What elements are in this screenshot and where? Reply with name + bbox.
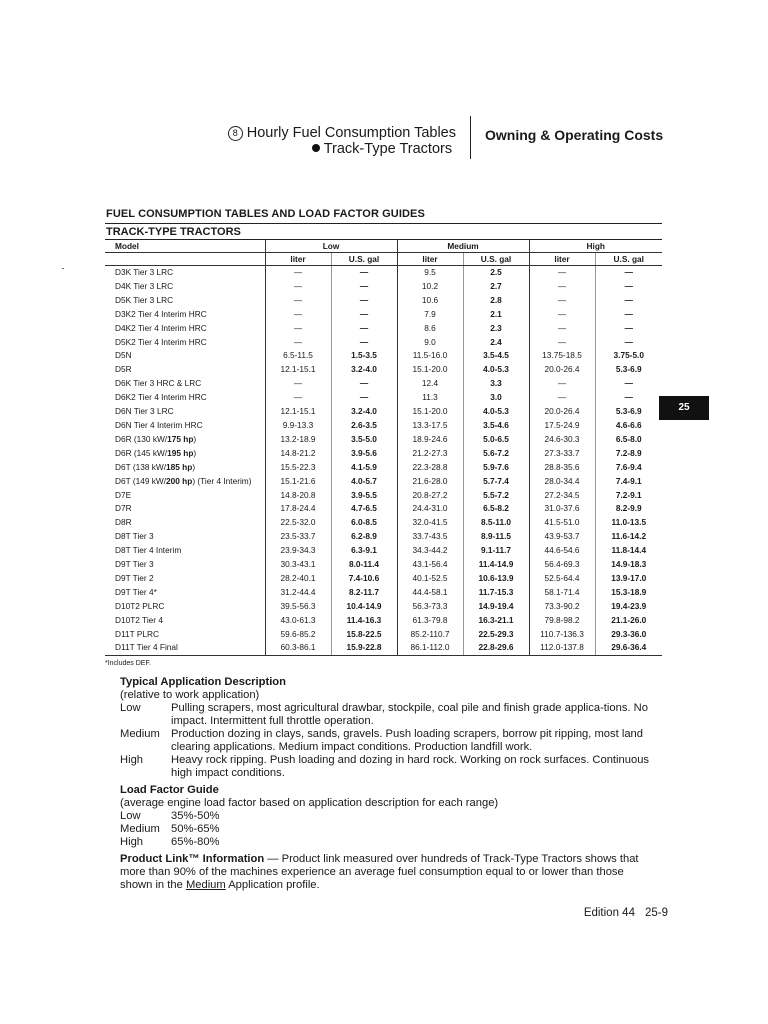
gallon-cell: 3.5-4.6 bbox=[463, 419, 529, 433]
liter-cell: 112.0-137.8 bbox=[529, 641, 595, 655]
liter-cell: 10.2 bbox=[397, 280, 463, 294]
table-row bbox=[105, 586, 662, 600]
gallon-cell: 9.1-11.7 bbox=[463, 544, 529, 558]
table-body bbox=[105, 266, 662, 656]
gallon-cell: 5.5-7.2 bbox=[463, 489, 529, 503]
model-cell bbox=[105, 447, 265, 461]
gallon-cell: — bbox=[595, 294, 662, 308]
liter-cell: 52.5-64.4 bbox=[529, 572, 595, 586]
liter-cell: 20.0-26.4 bbox=[529, 405, 595, 419]
table-row bbox=[105, 266, 662, 280]
model-name-suffix: ) (Tier 4 Interim) bbox=[192, 475, 252, 486]
liter-cell: 20.0-26.4 bbox=[529, 363, 595, 377]
table-footnote: *Includes DEF. bbox=[105, 660, 151, 667]
gallon-cell: 5.0-6.5 bbox=[463, 433, 529, 447]
liter-cell: 12.4 bbox=[397, 377, 463, 391]
gallon-cell: 4.0-5.7 bbox=[331, 475, 397, 489]
chapter-tab: 25 bbox=[659, 396, 709, 420]
gallon-cell: 15.8-22.5 bbox=[331, 628, 397, 642]
liter-cell: 43.9-53.7 bbox=[529, 530, 595, 544]
gallon-cell: 4.0-5.3 bbox=[463, 363, 529, 377]
model-cell: D7R bbox=[115, 503, 132, 514]
gallon-cell: — bbox=[331, 336, 397, 350]
page-header-title bbox=[228, 125, 456, 157]
liter-cell: 32.0-41.5 bbox=[397, 516, 463, 530]
model-name-part: D6R (145 kW/ bbox=[115, 447, 168, 458]
model-cell: D10T2 PLRC bbox=[115, 600, 165, 611]
gallon-cell: 1.5-3.5 bbox=[331, 349, 397, 363]
liter-cell: 12.1-15.1 bbox=[265, 405, 331, 419]
product-link-text-end: Application profile. bbox=[225, 879, 320, 891]
liter-cell: 17.5-24.9 bbox=[529, 419, 595, 433]
section-rule bbox=[105, 223, 662, 224]
liter-cell: 17.8-24.4 bbox=[265, 502, 331, 516]
gallon-cell: 3.9-5.5 bbox=[331, 489, 397, 503]
liter-cell: 40.1-52.5 bbox=[397, 572, 463, 586]
header-divider bbox=[470, 116, 471, 159]
gallon-cell: 5.3-6.9 bbox=[595, 405, 662, 419]
application-text: Heavy rock ripping. Push loading and dozing in hard rock. Working on rock surfaces. Continuous high impact conditions. bbox=[171, 754, 650, 779]
liter-cell: 27.3-33.7 bbox=[529, 447, 595, 461]
gallon-cell: — bbox=[595, 336, 662, 350]
gallon-cell: 2.7 bbox=[463, 280, 529, 294]
liter-cell: 22.3-28.8 bbox=[397, 461, 463, 475]
liter-cell: 110.7-136.3 bbox=[529, 628, 595, 642]
model-cell: D3K Tier 3 LRC bbox=[115, 267, 174, 277]
model-cell: D11T PLRC bbox=[115, 628, 159, 639]
model-cell bbox=[105, 461, 265, 475]
bullet-icon bbox=[312, 144, 320, 152]
gallon-cell: 2.5 bbox=[463, 266, 529, 280]
gallon-cell: — bbox=[331, 280, 397, 294]
gallon-cell: 4.7-6.5 bbox=[331, 502, 397, 516]
table-row bbox=[105, 405, 662, 419]
table-row bbox=[105, 363, 662, 377]
model-cell: D9T Tier 2 bbox=[115, 572, 154, 583]
model-power-rating: 175 hp bbox=[167, 433, 194, 444]
gallon-cell: — bbox=[331, 391, 397, 405]
application-text: Production dozing in clays, sands, gravels. Push loading scrapers, borrow pit ripping, most land clearing applications. Medium impact conditions. Production landfill work. bbox=[171, 728, 643, 753]
table-row bbox=[105, 447, 662, 461]
page-number: 25-9 bbox=[644, 907, 668, 919]
gallon-cell: — bbox=[331, 322, 397, 336]
liter-cell: — bbox=[529, 266, 595, 280]
gallon-cell: 11.0-13.5 bbox=[595, 516, 662, 530]
gallon-cell: 8.5-11.0 bbox=[463, 516, 529, 530]
load-factor-item bbox=[120, 836, 650, 849]
liter-cell: 39.5-56.3 bbox=[265, 600, 331, 614]
gallon-cell: 21.1-26.0 bbox=[595, 614, 662, 628]
liter-cell: 22.5-32.0 bbox=[265, 516, 331, 530]
gallon-cell: 11.7-15.3 bbox=[463, 586, 529, 600]
table-row bbox=[105, 349, 662, 363]
load-factor-label: High bbox=[120, 836, 144, 848]
liter-cell: 21.6-28.0 bbox=[397, 475, 463, 489]
liter-cell: 61.3-79.8 bbox=[397, 614, 463, 628]
header-line-2 bbox=[228, 141, 456, 157]
load-factor-label: Low bbox=[120, 810, 141, 822]
fuel-consumption-table bbox=[105, 240, 662, 656]
liter-cell: 79.8-98.2 bbox=[529, 614, 595, 628]
gallon-cell: 8.2-9.9 bbox=[595, 502, 662, 516]
liter-cell: 13.2-18.9 bbox=[265, 433, 331, 447]
gallon-cell: 22.8-29.6 bbox=[463, 641, 529, 655]
model-power-rating: 195 hp bbox=[167, 447, 194, 458]
liter-cell: — bbox=[529, 294, 595, 308]
liter-cell: 14.8-21.2 bbox=[265, 447, 331, 461]
liter-cell: — bbox=[265, 336, 331, 350]
gallon-cell: 6.0-8.5 bbox=[331, 516, 397, 530]
chapter-title: Owning & Operating Costs bbox=[485, 127, 664, 143]
gallon-cell: 6.2-8.9 bbox=[331, 530, 397, 544]
model-cell: D6N Tier 3 LRC bbox=[115, 406, 174, 417]
load-factor-value: 50%-65% bbox=[171, 823, 220, 835]
table-row bbox=[105, 336, 662, 350]
gallon-cell: 14.9-18.3 bbox=[595, 558, 662, 572]
gallon-cell: — bbox=[595, 377, 662, 391]
liter-cell: 73.3-90.2 bbox=[529, 600, 595, 614]
liter-cell: — bbox=[265, 266, 331, 280]
liter-cell: 30.3-43.1 bbox=[265, 558, 331, 572]
liter-cell: 28.2-40.1 bbox=[265, 572, 331, 586]
gallon-cell: 3.2-4.0 bbox=[331, 363, 397, 377]
product-link-paragraph bbox=[120, 853, 650, 892]
header-title-line1: Hourly Fuel Consumption Tables bbox=[246, 125, 456, 141]
unit-header: liter bbox=[265, 253, 331, 266]
gallon-cell: 15.3-18.9 bbox=[595, 586, 662, 600]
liter-cell: 13.75-18.5 bbox=[529, 349, 595, 363]
model-cell bbox=[105, 433, 265, 447]
gallon-cell: 8.2-11.7 bbox=[331, 586, 397, 600]
margin-mark bbox=[62, 268, 64, 269]
liter-cell: 86.1-112.0 bbox=[397, 641, 463, 655]
gallon-cell: 11.8-14.4 bbox=[595, 544, 662, 558]
unit-header: U.S. gal bbox=[463, 253, 529, 266]
load-factor-title: Load Factor Guide bbox=[120, 784, 219, 796]
model-cell: D6N Tier 4 Interim HRC bbox=[115, 419, 203, 430]
model-name-suffix: ) bbox=[192, 461, 196, 472]
model-cell: D9T Tier 4* bbox=[115, 586, 157, 597]
application-text: Pulling scrapers, most agricultural drawbar, stockpile, coal pile and finish grade applica-tions. No impact. Intermittent full throttle operation. bbox=[171, 702, 648, 727]
table-row bbox=[105, 294, 662, 308]
liter-cell: 27.2-34.5 bbox=[529, 489, 595, 503]
liter-cell: — bbox=[265, 294, 331, 308]
liter-cell: 9.0 bbox=[397, 336, 463, 350]
liter-cell: — bbox=[529, 322, 595, 336]
gallon-cell: — bbox=[331, 294, 397, 308]
application-label: Medium bbox=[120, 728, 160, 740]
liter-cell: 15.1-21.6 bbox=[265, 475, 331, 489]
load-factor-value: 65%-80% bbox=[171, 836, 220, 848]
gallon-cell: 4.0-5.3 bbox=[463, 405, 529, 419]
gallon-cell: 7.4-10.6 bbox=[331, 572, 397, 586]
gallon-cell: — bbox=[595, 266, 662, 280]
liter-cell: — bbox=[265, 391, 331, 405]
model-cell: D8R bbox=[115, 517, 132, 528]
model-power-rating: 185 hp bbox=[166, 461, 193, 472]
table-row bbox=[105, 322, 662, 336]
model-cell: D6K Tier 3 HRC & LRC bbox=[115, 378, 202, 389]
section-number-badge: 8 bbox=[228, 126, 243, 141]
gallon-cell: 3.3 bbox=[463, 377, 529, 391]
table-row bbox=[105, 544, 662, 558]
liter-cell: 6.5-11.5 bbox=[265, 349, 331, 363]
application-item bbox=[120, 728, 650, 754]
unit-header: liter bbox=[397, 253, 463, 266]
application-title: Typical Application Description bbox=[120, 676, 286, 688]
gallon-cell: 11.4-16.3 bbox=[331, 614, 397, 628]
liter-cell: — bbox=[529, 336, 595, 350]
liter-cell: 9.9-13.3 bbox=[265, 419, 331, 433]
table-row bbox=[105, 614, 662, 628]
table-group-header-row bbox=[105, 240, 662, 253]
liter-cell: — bbox=[529, 308, 595, 322]
liter-cell: 18.9-24.6 bbox=[397, 433, 463, 447]
gallon-cell: 2.3 bbox=[463, 322, 529, 336]
gallon-cell: 5.6-7.2 bbox=[463, 447, 529, 461]
gallon-cell: 5.3-6.9 bbox=[595, 363, 662, 377]
liter-cell: 14.8-20.8 bbox=[265, 489, 331, 503]
model-cell: D8T Tier 4 Interim bbox=[115, 545, 182, 556]
liter-cell: 59.6-85.2 bbox=[265, 628, 331, 642]
gallon-cell: 7.2-8.9 bbox=[595, 447, 662, 461]
liter-cell: 41.5-51.0 bbox=[529, 516, 595, 530]
table-row bbox=[105, 433, 662, 447]
liter-cell: 23.5-33.7 bbox=[265, 530, 331, 544]
model-column-header: Model bbox=[105, 240, 265, 253]
liter-cell: — bbox=[265, 280, 331, 294]
model-cell: D5N bbox=[115, 350, 132, 361]
gallon-cell: 19.4-23.9 bbox=[595, 600, 662, 614]
gallon-cell: 3.5-5.0 bbox=[331, 433, 397, 447]
liter-cell: 28.8-35.6 bbox=[529, 461, 595, 475]
gallon-cell: 11.6-14.2 bbox=[595, 530, 662, 544]
gallon-cell: 2.1 bbox=[463, 308, 529, 322]
liter-cell: 20.8-27.2 bbox=[397, 489, 463, 503]
liter-cell: 15.1-20.0 bbox=[397, 405, 463, 419]
liter-cell: 24.4-31.0 bbox=[397, 502, 463, 516]
gallon-cell: 16.3-21.1 bbox=[463, 614, 529, 628]
liter-cell: — bbox=[265, 377, 331, 391]
liter-cell: 23.9-34.3 bbox=[265, 544, 331, 558]
liter-cell: 33.7-43.5 bbox=[397, 530, 463, 544]
table-row bbox=[105, 558, 662, 572]
liter-cell: 58.1-71.4 bbox=[529, 586, 595, 600]
liter-cell: 31.2-44.4 bbox=[265, 586, 331, 600]
liter-cell: 11.3 bbox=[397, 391, 463, 405]
liter-cell: — bbox=[265, 322, 331, 336]
liter-cell: — bbox=[529, 391, 595, 405]
liter-cell: 24.6-30.3 bbox=[529, 433, 595, 447]
gallon-cell: 2.6-3.5 bbox=[331, 419, 397, 433]
table-row bbox=[105, 600, 662, 614]
gallon-cell: 8.0-11.4 bbox=[331, 558, 397, 572]
unit-header: liter bbox=[529, 253, 595, 266]
gallon-cell: 5.9-7.6 bbox=[463, 461, 529, 475]
liter-cell: 9.5 bbox=[397, 266, 463, 280]
model-cell: D11T Tier 4 Final bbox=[105, 641, 265, 655]
table-row bbox=[105, 461, 662, 475]
gallon-cell: 7.4-9.1 bbox=[595, 475, 662, 489]
load-factor-item bbox=[120, 810, 650, 823]
gallon-cell: 3.5-4.5 bbox=[463, 349, 529, 363]
group-header-low: Low bbox=[265, 240, 397, 253]
group-header-medium: Medium bbox=[397, 240, 529, 253]
table-row bbox=[105, 280, 662, 294]
gallon-cell: 7.2-9.1 bbox=[595, 489, 662, 503]
product-link-title: Product Link™ Information bbox=[120, 853, 265, 865]
table-row bbox=[105, 391, 662, 405]
liter-cell: 12.1-15.1 bbox=[265, 363, 331, 377]
unit-header-spacer bbox=[105, 253, 265, 266]
liter-cell: 13.3-17.5 bbox=[397, 419, 463, 433]
liter-cell: 85.2-110.7 bbox=[397, 628, 463, 642]
model-cell bbox=[105, 475, 265, 489]
gallon-cell: 6.5-8.0 bbox=[595, 433, 662, 447]
gallon-cell: — bbox=[331, 266, 397, 280]
gallon-cell: 14.9-19.4 bbox=[463, 600, 529, 614]
gallon-cell: 6.3-9.1 bbox=[331, 544, 397, 558]
table-row bbox=[105, 489, 662, 503]
model-name-suffix: ) bbox=[193, 447, 197, 458]
model-cell: D4K2 Tier 4 Interim HRC bbox=[115, 322, 207, 333]
gallon-cell: 10.6-13.9 bbox=[463, 572, 529, 586]
subsection-title: TRACK-TYPE TRACTORS bbox=[106, 226, 241, 238]
model-cell: D7E bbox=[115, 489, 132, 500]
table-row bbox=[105, 377, 662, 391]
liter-cell: 15.5-22.3 bbox=[265, 461, 331, 475]
page-footer bbox=[584, 907, 668, 919]
gallon-cell: 29.6-36.4 bbox=[595, 641, 662, 655]
table-row bbox=[105, 641, 662, 655]
gallon-cell: 3.9-5.6 bbox=[331, 447, 397, 461]
gallon-cell: 29.3-36.0 bbox=[595, 628, 662, 642]
liter-cell: — bbox=[265, 308, 331, 322]
gallon-cell: 4.6-6.6 bbox=[595, 419, 662, 433]
table-row bbox=[105, 502, 662, 516]
gallon-cell: — bbox=[595, 308, 662, 322]
group-header-high: High bbox=[529, 240, 662, 253]
model-cell: D10T2 Tier 4 bbox=[115, 614, 163, 625]
model-cell: D5K Tier 3 LRC bbox=[115, 294, 174, 305]
application-item bbox=[120, 754, 650, 780]
gallon-cell: 15.9-22.8 bbox=[331, 641, 397, 655]
unit-header: U.S. gal bbox=[595, 253, 662, 266]
load-factor-item bbox=[120, 823, 650, 836]
model-cell: D4K Tier 3 LRC bbox=[115, 280, 174, 291]
model-name-suffix: ) bbox=[193, 433, 197, 444]
liter-cell: 21.2-27.3 bbox=[397, 447, 463, 461]
table-row bbox=[105, 572, 662, 586]
liter-cell: 34.3-44.2 bbox=[397, 544, 463, 558]
gallon-cell: 3.2-4.0 bbox=[331, 405, 397, 419]
application-item bbox=[120, 702, 650, 728]
gallon-cell: — bbox=[595, 322, 662, 336]
liter-cell: 43.0-61.3 bbox=[265, 614, 331, 628]
gallon-cell: 11.4-14.9 bbox=[463, 558, 529, 572]
unit-header: U.S. gal bbox=[331, 253, 397, 266]
table-row bbox=[105, 419, 662, 433]
table-row bbox=[105, 475, 662, 489]
liter-cell: 8.6 bbox=[397, 322, 463, 336]
model-name-part: D6T (138 kW/ bbox=[115, 461, 167, 472]
gallon-cell: 3.75-5.0 bbox=[595, 349, 662, 363]
table-row bbox=[105, 308, 662, 322]
gallon-cell: 6.5-8.2 bbox=[463, 502, 529, 516]
model-cell: D9T Tier 3 bbox=[115, 559, 154, 570]
product-link-underlined: Medium bbox=[185, 879, 226, 891]
gallon-cell: — bbox=[331, 308, 397, 322]
table-row bbox=[105, 516, 662, 530]
gallon-cell: — bbox=[595, 391, 662, 405]
model-cell: D8T Tier 3 bbox=[115, 531, 154, 542]
liter-cell: 7.9 bbox=[397, 308, 463, 322]
liter-cell: 44.4-58.1 bbox=[397, 586, 463, 600]
load-factor-value: 35%-50% bbox=[171, 810, 220, 822]
application-subtitle: (relative to work application) bbox=[120, 689, 260, 701]
gallon-cell: 2.8 bbox=[463, 294, 529, 308]
gallon-cell: 3.0 bbox=[463, 391, 529, 405]
table-row bbox=[105, 628, 662, 642]
gallon-cell: 7.6-9.4 bbox=[595, 461, 662, 475]
liter-cell: 11.5-16.0 bbox=[397, 349, 463, 363]
model-cell: D5K2 Tier 4 Interim HRC bbox=[115, 336, 207, 347]
gallon-cell: 10.4-14.9 bbox=[331, 600, 397, 614]
table-unit-header-row bbox=[105, 253, 662, 266]
section-title: FUEL CONSUMPTION TABLES AND LOAD FACTOR GUIDES bbox=[106, 208, 425, 220]
application-description bbox=[120, 676, 650, 892]
liter-cell: 43.1-56.4 bbox=[397, 558, 463, 572]
model-cell: D5R bbox=[115, 364, 132, 375]
liter-cell: 44.6-54.6 bbox=[529, 544, 595, 558]
liter-cell: 60.3-86.1 bbox=[265, 641, 331, 655]
model-name-part: D6T (149 kW/ bbox=[115, 475, 167, 486]
load-factor-subtitle: (average engine load factor based on application description for each range) bbox=[120, 797, 499, 809]
liter-cell: 10.6 bbox=[397, 294, 463, 308]
liter-cell: 15.1-20.0 bbox=[397, 363, 463, 377]
model-cell: D6K2 Tier 4 Interim HRC bbox=[115, 392, 207, 403]
product-link-text: — Product link measured over hundreds of Track-Type Tractors shows that more than 90% of the machines experience an average fuel consumption equal to or lower than those shown in the bbox=[120, 853, 639, 891]
liter-cell: — bbox=[529, 280, 595, 294]
gallon-cell: 5.7-7.4 bbox=[463, 475, 529, 489]
application-label: Low bbox=[120, 702, 141, 714]
header-title-line2: Track-Type Tractors bbox=[323, 141, 453, 157]
liter-cell: 56.3-73.3 bbox=[397, 600, 463, 614]
gallon-cell: 4.1-5.9 bbox=[331, 461, 397, 475]
model-cell: D3K2 Tier 4 Interim HRC bbox=[115, 308, 207, 319]
gallon-cell: 2.4 bbox=[463, 336, 529, 350]
gallon-cell: 13.9-17.0 bbox=[595, 572, 662, 586]
liter-cell: 28.0-34.4 bbox=[529, 475, 595, 489]
header-line-1 bbox=[228, 125, 456, 141]
liter-cell: — bbox=[529, 377, 595, 391]
load-factor-label: Medium bbox=[120, 823, 160, 835]
liter-cell: 56.4-69.3 bbox=[529, 558, 595, 572]
gallon-cell: — bbox=[331, 377, 397, 391]
gallon-cell: 8.9-11.5 bbox=[463, 530, 529, 544]
edition-label: Edition 44 bbox=[583, 907, 635, 919]
application-label: High bbox=[120, 754, 144, 766]
liter-cell: 31.0-37.6 bbox=[529, 502, 595, 516]
model-name-part: D6R (130 kW/ bbox=[115, 433, 168, 444]
table-row bbox=[105, 530, 662, 544]
gallon-cell: — bbox=[595, 280, 662, 294]
gallon-cell: 22.5-29.3 bbox=[463, 628, 529, 642]
model-power-rating: 200 hp bbox=[166, 475, 193, 486]
